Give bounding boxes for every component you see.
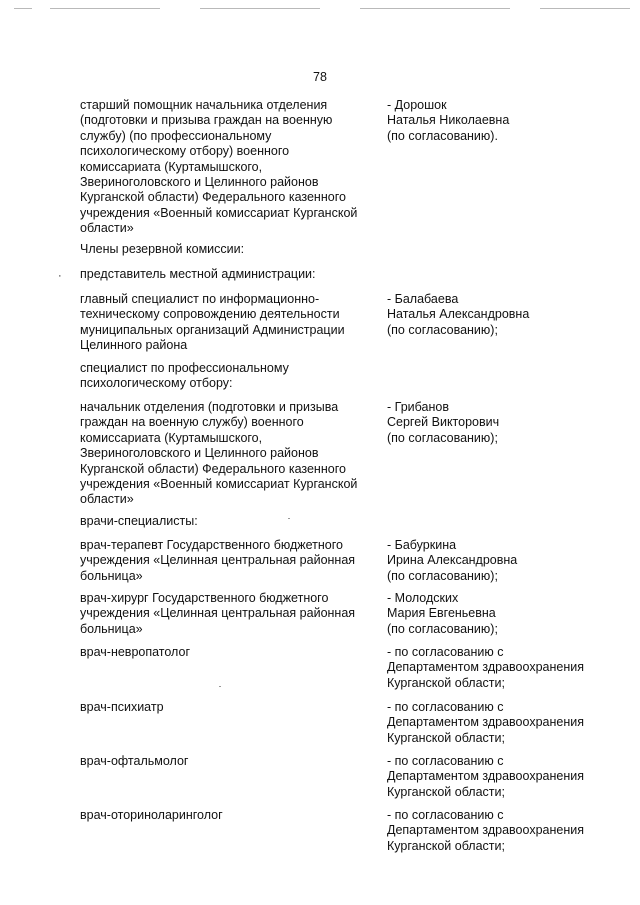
section-heading: врачи-специалисты: xyxy=(80,514,198,528)
section-heading: Члены резервной комиссии: xyxy=(80,242,245,256)
entry-person: - Балабаева Наталья Александровна (по согласованию); xyxy=(387,292,530,337)
entry-person: - Молодских Мария Евгеньевна (по согласованию); xyxy=(387,591,498,636)
entry-position: врач-терапевт Государственного бюджетного учреждения «Целинная центральная районная больница» xyxy=(80,538,356,583)
entry-position: врач-офтальмолог xyxy=(80,754,189,768)
entry-position: врач-психиатр xyxy=(80,700,164,714)
scan-speck xyxy=(288,518,290,519)
entry-person: - по согласованию с Департаментом здравоохранения Курганской области; xyxy=(387,808,584,853)
top-rule xyxy=(540,8,630,9)
top-rule xyxy=(50,8,160,9)
entry-person: - Грибанов Сергей Викторович (по согласованию); xyxy=(387,400,500,445)
section-heading: представитель местной администрации: xyxy=(80,267,316,281)
entry-position: врач-хирург Государственного бюджетного учреждения «Целинная центральная районная больница» xyxy=(80,591,356,636)
top-rule xyxy=(360,8,510,9)
top-rule xyxy=(200,8,320,9)
entry-person: - по согласованию с Департаментом здравоохранения Курганской области; xyxy=(387,754,584,799)
entry-position: старший помощник начальника отделения (подготовки и призыва граждан на военную службу) (по профессиональному психологическому отбору) военного комиссариата (Куртамышского, Звериноголовского и Целинного районов Курганской области) Федерального казенного учреждения «Военный комиссариат Курганской области» xyxy=(80,98,358,236)
entry-position: врач-оториноларинголог xyxy=(80,808,223,822)
page-number: 78 xyxy=(313,70,327,84)
section-heading: специалист по профессиональному психологическому отбору: xyxy=(80,361,289,391)
entry-position: главный специалист по информационно- техническому сопровождению деятельности муниципальных организаций Администрации Целинного района xyxy=(80,292,345,353)
entry-person: - Бабуркина Ирина Александровна (по согласованию); xyxy=(387,538,518,583)
entry-person: - Дорошок Наталья Николаевна (по согласованию). xyxy=(387,98,510,143)
entry-position: начальник отделения (подготовки и призыва граждан на военную службу) военного комиссариата (Куртамышского, Звериноголовского и Целинного районов Курганской области) Федерального казенного учреждения «Военный комиссариат Курганской области» xyxy=(80,400,358,507)
entry-position: врач-невропатолог xyxy=(80,645,190,659)
entry-person: - по согласованию с Департаментом здравоохранения Курганской области; xyxy=(387,700,584,745)
bullet-mark: · xyxy=(58,270,62,282)
scan-speck xyxy=(219,686,221,687)
entry-person: - по согласованию с Департаментом здравоохранения Курганской области; xyxy=(387,645,584,690)
top-rule xyxy=(14,8,32,9)
